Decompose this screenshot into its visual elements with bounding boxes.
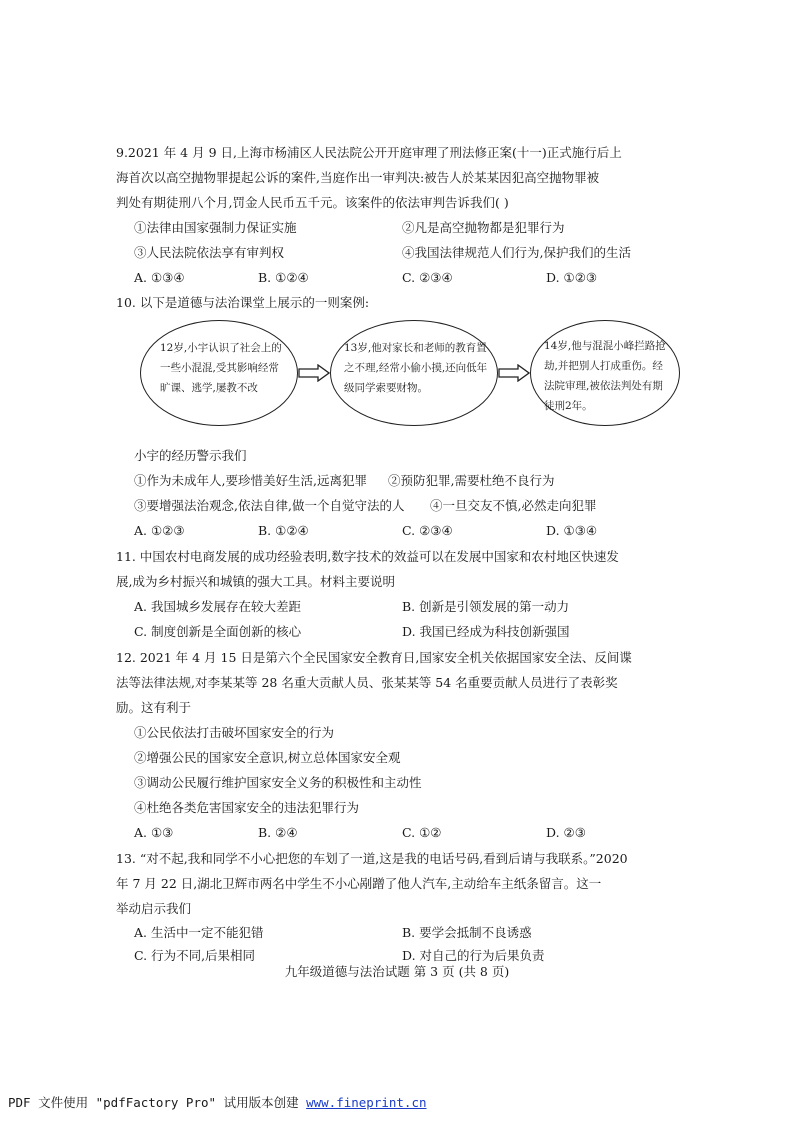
q12-item-2: ②增强公民的国家安全意识,树立总体国家安全观 bbox=[134, 750, 401, 765]
q9-stem-line-1: 9.2021 年 4 月 9 日,上海市杨浦区人民法院公开开庭审理了刑法修正案(十一)正式施行后上 bbox=[116, 145, 622, 160]
q9-item-2: ②凡是高空抛物都是犯罪行为 bbox=[402, 220, 565, 235]
q10-option-d: D. ①③④ bbox=[546, 523, 598, 538]
q13-option-c: C. 行为不同,后果相同 bbox=[134, 948, 256, 963]
q12-option-c: C. ①② bbox=[402, 825, 442, 840]
case-diagram bbox=[140, 320, 680, 428]
q13-stem-line-1: 13. “对不起,我和同学不小心把您的车划了一道,这是我的电话号码,看到后请与我联系。”2020 bbox=[116, 851, 628, 866]
case-text-2: 13岁,他对家长和老师的教育置之不理,经常小偷小摸,还向低年级同学索要财物。 bbox=[344, 342, 488, 394]
page-footer: 九年级道德与法治试题 第 3 页 (共 8 页) bbox=[284, 964, 510, 979]
q12-stem-line-2: 法等法律法规,对李某某等 28 名重大贡献人员、张某某等 54 名重要贡献人员进行了表彰奖 bbox=[116, 675, 618, 690]
q12-option-b: B. ②④ bbox=[258, 825, 298, 840]
q11-stem-line-2: 展,成为乡村振兴和城镇的强大工具。材料主要说明 bbox=[116, 574, 395, 589]
q12-stem-line-1: 12. 2021 年 4 月 15 日是第六个全民国家安全教育日,国家安全机关依据国家安全法、反间谍 bbox=[116, 650, 632, 665]
pdf-banner bbox=[8, 1097, 427, 1110]
q10-lead: 小宇的经历警示我们 bbox=[134, 448, 247, 463]
case-text-1: 12岁,小宇认识了社会上的一些小混混,受其影响经常旷课、逃学,屡教不改 bbox=[160, 342, 282, 394]
fineprint-link[interactable]: www.fineprint.cn bbox=[306, 1095, 427, 1110]
q10-stem: 10. 以下是道德与法治课堂上展示的一则案例: bbox=[116, 295, 370, 310]
arrow-right-icon bbox=[298, 364, 330, 382]
q13-option-d: D. 对自己的行为后果负责 bbox=[402, 948, 545, 963]
case-text-3: 14岁,他与混混小峰拦路抢劫,并把别人打成重伤。经法院审理,被依法判处有期徒刑2年。 bbox=[544, 340, 666, 412]
q11-option-c: C. 制度创新是全面创新的核心 bbox=[134, 624, 302, 639]
q10-item-2: ②预防犯罪,需要杜绝不良行为 bbox=[388, 473, 555, 488]
q9-item-3: ③人民法院依法享有审判权 bbox=[134, 245, 285, 260]
q9-option-c: C. ②③④ bbox=[402, 270, 453, 285]
q9-item-1: ①法律由国家强制力保证实施 bbox=[134, 220, 297, 235]
q9-option-b: B. ①②④ bbox=[258, 270, 309, 285]
q9-stem-line-2: 海首次以高空抛物罪提起公诉的案件,当庭作出一审判决:被告人於某某因犯高空抛物罪被 bbox=[116, 170, 600, 185]
q13-stem-line-3: 举动启示我们 bbox=[116, 901, 192, 916]
q10-option-b: B. ①②④ bbox=[258, 523, 309, 538]
q12-item-4: ④杜绝各类危害国家安全的违法犯罪行为 bbox=[134, 800, 360, 815]
q12-item-3: ③调动公民履行维护国家安全义务的积极性和主动性 bbox=[134, 775, 422, 790]
q9-item-4: ④我国法律规范人们行为,保护我们的生活 bbox=[402, 245, 631, 260]
q11-stem-line-1: 11. 中国农村电商发展的成功经验表明,数字技术的效益可以在发展中国家和农村地区快速发 bbox=[116, 549, 619, 564]
q11-option-d: D. 我国已经成为科技创新强国 bbox=[402, 624, 570, 639]
q12-option-a: A. ①③ bbox=[134, 825, 174, 840]
q9-stem-line-3: 判处有期徒刑八个月,罚金人民币五千元。该案件的依法审判告诉我们( ) bbox=[116, 195, 509, 210]
q10-option-c: C. ②③④ bbox=[402, 523, 453, 538]
q11-option-a: A. 我国城乡发展存在较大差距 bbox=[134, 599, 301, 614]
q12-option-d: D. ②③ bbox=[546, 825, 586, 840]
q12-item-1: ①公民依法打击破坏国家安全的行为 bbox=[134, 725, 335, 740]
q12-stem-line-3: 励。这有利于 bbox=[116, 700, 192, 715]
q13-stem-line-2: 年 7 月 22 日,湖北卫辉市两名中学生不小心剐蹭了他人汽车,主动给车主纸条留言。这一 bbox=[116, 876, 602, 891]
q10-option-a: A. ①②③ bbox=[134, 523, 185, 538]
pdf-banner-text: PDF 文件使用 "pdfFactory Pro" 试用版本创建 bbox=[8, 1095, 307, 1110]
q13-option-b: B. 要学会抵制不良诱惑 bbox=[402, 925, 532, 940]
q10-item-3: ③要增强法治观念,依法自律,做一个自觉守法的人 bbox=[134, 498, 405, 513]
q9-option-a: A. ①③④ bbox=[134, 270, 185, 285]
q10-item-4: ④一旦交友不慎,必然走向犯罪 bbox=[430, 498, 597, 513]
q13-option-a: A. 生活中一定不能犯错 bbox=[134, 925, 264, 940]
q10-item-1: ①作为未成年人,要珍惜美好生活,远离犯罪 bbox=[134, 473, 367, 488]
q11-option-b: B. 创新是引领发展的第一动力 bbox=[402, 599, 570, 614]
q9-option-d: D. ①②③ bbox=[546, 270, 598, 285]
arrow-right-icon bbox=[498, 364, 530, 382]
